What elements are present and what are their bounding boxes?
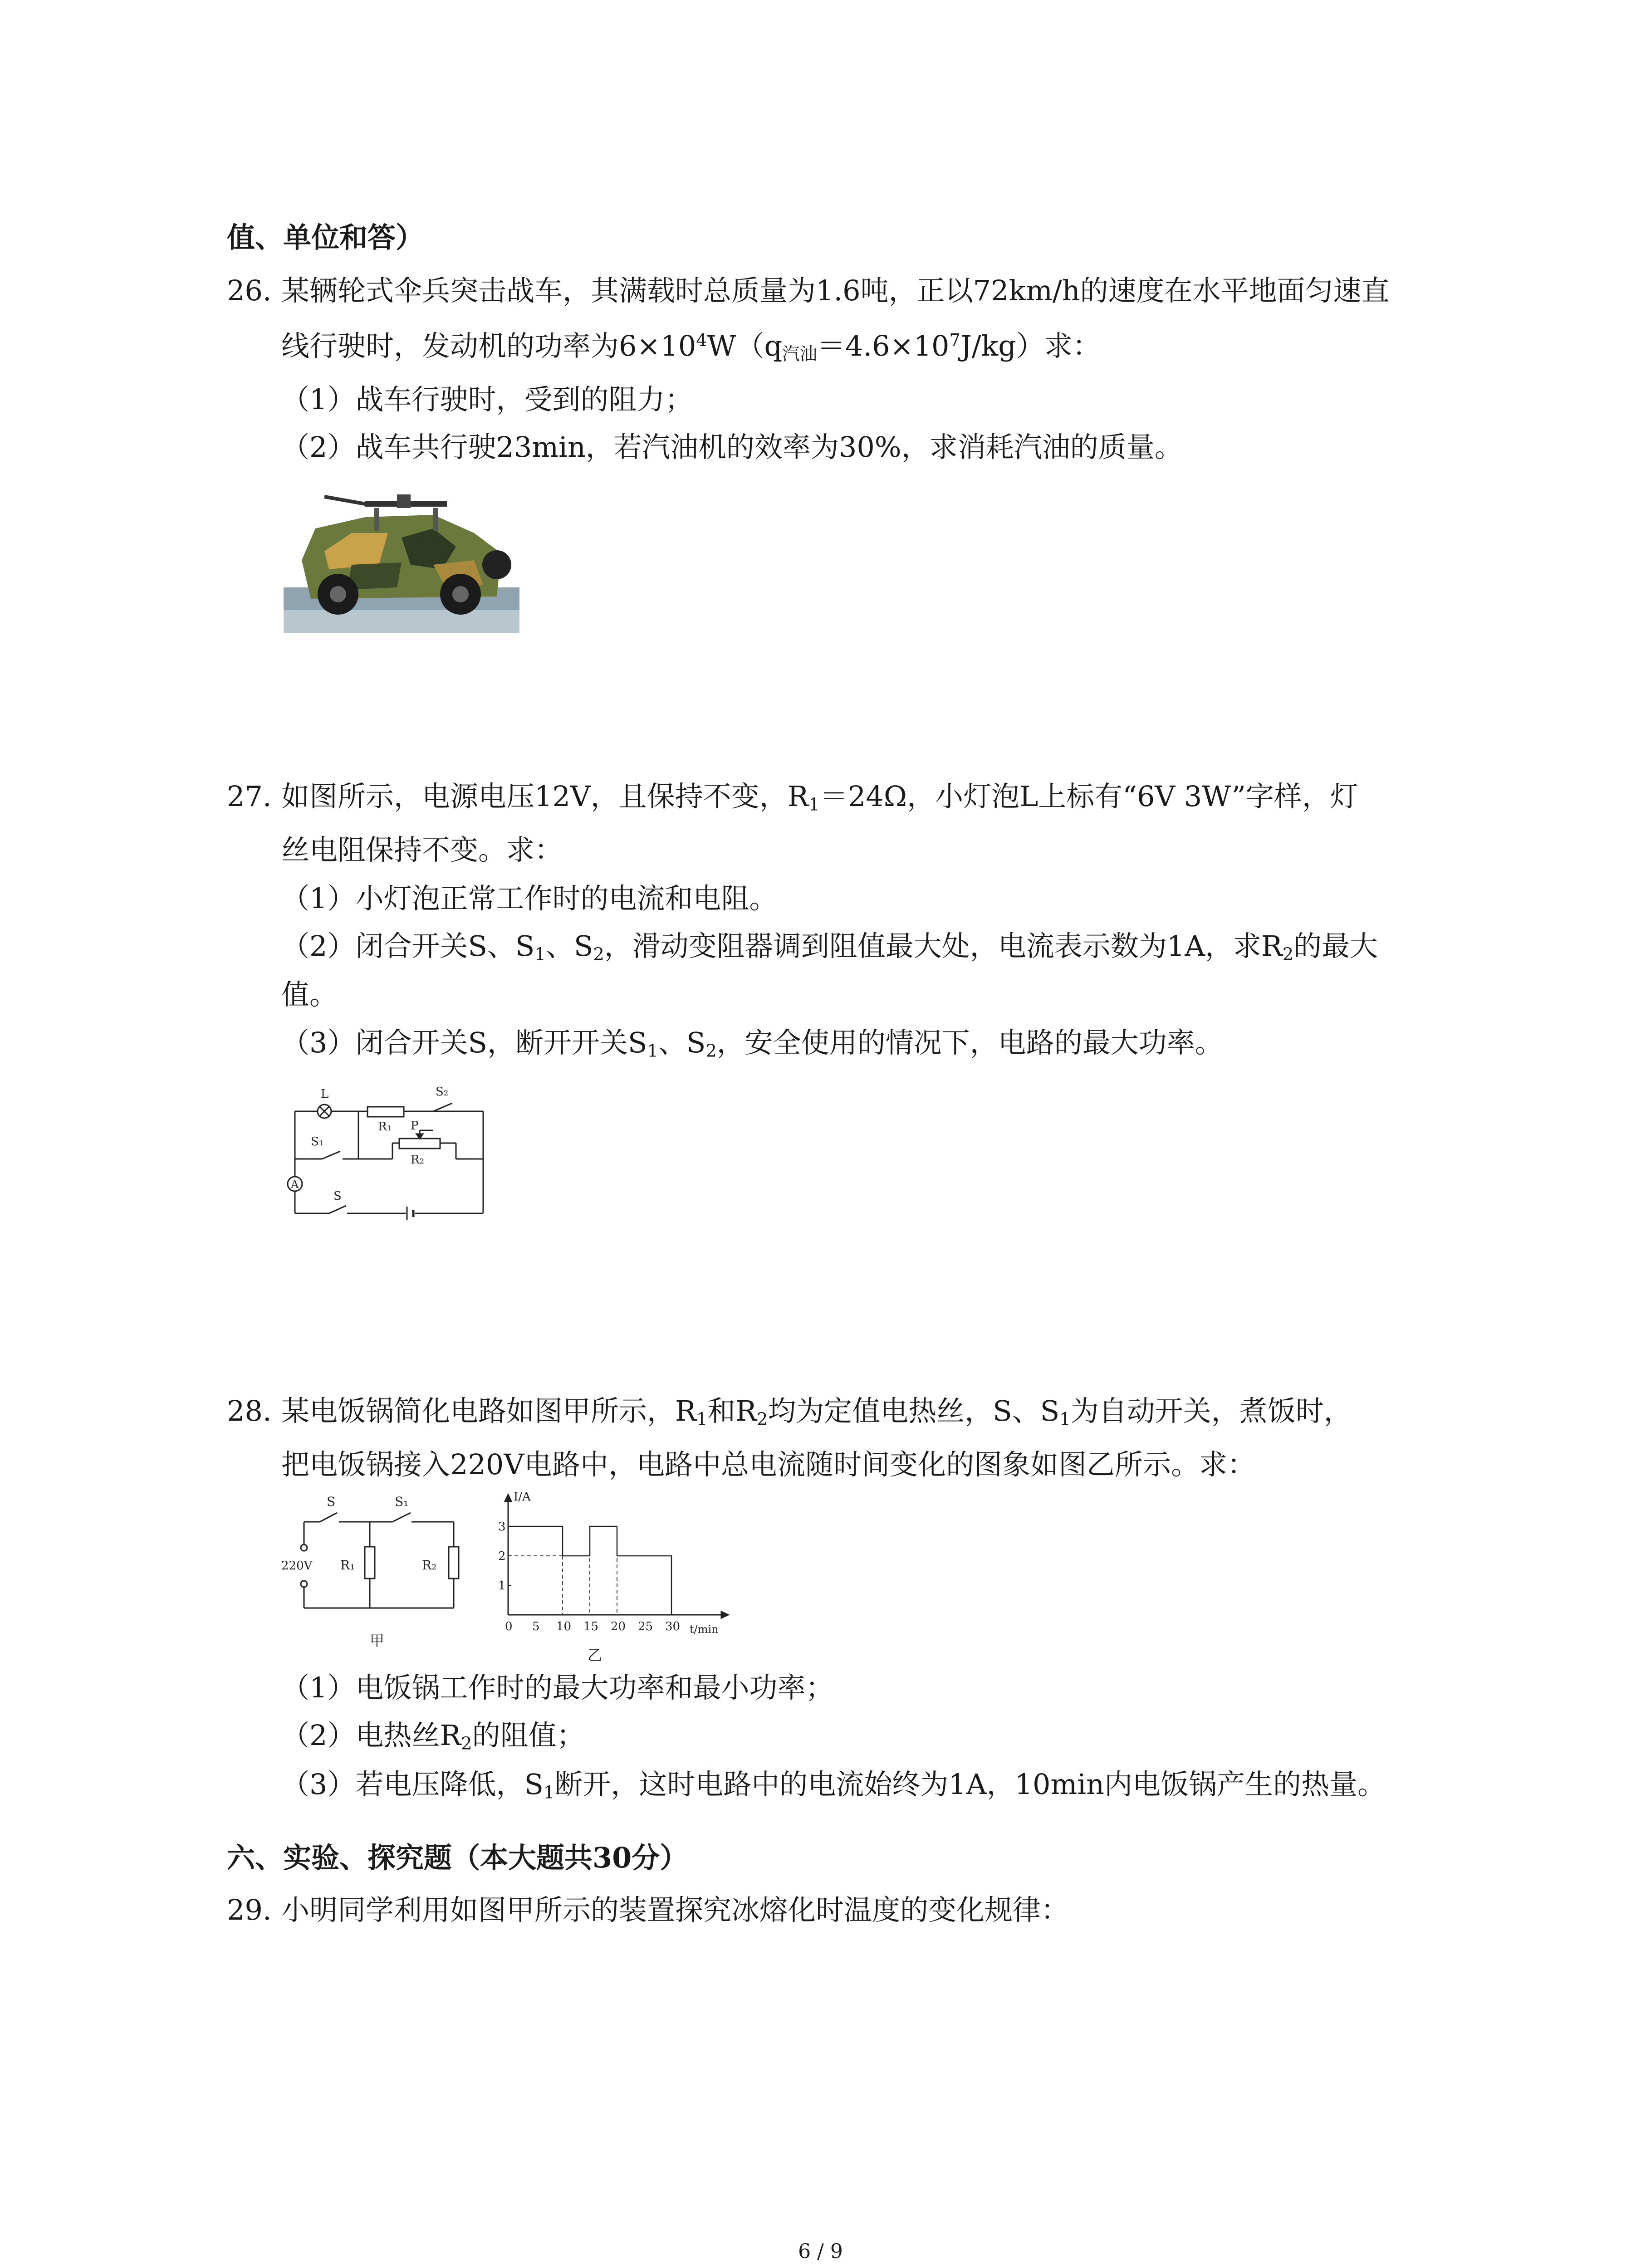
x-tick-label: 0 <box>505 1620 513 1633</box>
q26-line2-part-d: J/kg）求： <box>960 329 1101 362</box>
q27-line1-subscript: 1 <box>808 794 820 815</box>
q27-line2: 丝电阻保持不变。求： <box>281 833 563 866</box>
q26-part2: （2）战车共行驶23min，若汽油机的效率为30%，求消耗汽油的质量。 <box>281 430 1183 464</box>
q29-line1: 小明同学利用如图甲所示的装置探究冰熔化时温度的变化规律： <box>281 1893 1069 1926</box>
q28-line1 <box>281 1394 1352 1430</box>
q26-line1: 某辆轮式伞兵突击战车，其满载时总质量为1.6吨，正以72km/h的速度在水平地面匀速直 <box>281 274 1390 307</box>
current-series-line <box>508 1526 671 1615</box>
q27-part2-cont: 值。 <box>281 978 338 1011</box>
fig-yi-caption: 乙 <box>588 1647 603 1664</box>
q27-part3-a: （3）闭合开关S，断开开关S <box>281 1026 647 1059</box>
x-axis-label: t/min <box>690 1623 719 1636</box>
fig-jia-caption: 甲 <box>370 1632 385 1649</box>
x-tick-label: 10 <box>556 1620 572 1633</box>
y-tick-label: 1 <box>498 1579 506 1593</box>
slider-p-label: P <box>411 1119 419 1133</box>
q26-line2-part-b: W（q <box>707 329 783 362</box>
q26-number: 26. <box>227 274 272 307</box>
q28-part1: （1）电饭锅工作时的最大功率和最小功率； <box>281 1671 834 1704</box>
q29-number: 29. <box>227 1893 272 1926</box>
q27-line1-part-b: ＝24Ω，小灯泡L上标有“6V 3W”字样，灯 <box>819 780 1358 813</box>
q27-part3-c: ，安全使用的情况下，电路的最大功率。 <box>716 1026 1223 1059</box>
q27-part2-sub3: 2 <box>1282 944 1294 965</box>
q27-part2-c: ，滑动变阻器调到阻值最大处，电流表示数为1A，求R <box>604 929 1283 963</box>
armored-vehicle-image <box>284 474 519 633</box>
y-tick-label: 2 <box>498 1549 506 1563</box>
y-tick-label: 3 <box>498 1520 506 1534</box>
q26-part1: （1）战车行驶时，受到的阻力； <box>281 383 693 416</box>
q28-line1-d: 为自动开关，煮饭时， <box>1070 1394 1352 1427</box>
r1-heater-label: R₁ <box>340 1558 355 1573</box>
s1-label: S₁ <box>311 1135 324 1149</box>
q28-part3-b: 断开，这时电路中的电流始终为1A，10min内电饭锅产生的热量。 <box>554 1768 1386 1801</box>
q28-part2-b: 的阻值； <box>472 1719 585 1752</box>
q28-part2-a: （2）电热丝R <box>281 1719 461 1752</box>
q28-number: 28. <box>227 1394 272 1427</box>
q28-circuit-jia <box>279 1492 470 1660</box>
q27-part2-d: 的最大 <box>1293 929 1378 963</box>
q27-part3 <box>281 1026 1223 1061</box>
q26-line2-part-c: ＝4.6×10 <box>817 329 950 362</box>
q28-part2-sub: 2 <box>461 1733 472 1754</box>
s2-label: S₂ <box>436 1085 449 1099</box>
q26-line2 <box>281 329 1101 365</box>
voltage-label: 220V <box>281 1559 313 1573</box>
lamp-label: L <box>321 1087 329 1101</box>
q27-part2-a: （2）闭合开关S、S <box>281 929 535 963</box>
q28-line1-sub2: 2 <box>756 1409 768 1430</box>
r1-label: R₁ <box>378 1120 392 1134</box>
q27-circuit-diagram <box>279 1075 501 1225</box>
section-6-heading: 六、实验、探究题（本大题共30分） <box>227 1841 688 1874</box>
q26-line2-exponent-2: 7 <box>949 330 960 351</box>
q27-part3-sub1: 1 <box>647 1041 658 1061</box>
x-tick-label: 25 <box>638 1620 653 1633</box>
q28-line1-sub1: 1 <box>696 1409 708 1430</box>
q27-part2-sub1: 1 <box>534 944 546 965</box>
page-number: 6 / 9 <box>798 2240 843 2263</box>
s1-switch-label: S₁ <box>395 1494 409 1509</box>
r2-label: R₂ <box>411 1153 424 1167</box>
q27-number: 27. <box>227 780 272 813</box>
x-tick-label: 15 <box>583 1620 599 1633</box>
x-tick-label: 30 <box>665 1620 681 1633</box>
q28-line1-b: 和R <box>707 1394 757 1427</box>
s-label: S <box>333 1189 342 1203</box>
q28-line1-a: 某电饭锅简化电路如图甲所示，R <box>281 1394 696 1427</box>
x-tick-label: 20 <box>611 1620 626 1633</box>
q26-line2-subscript: 汽油 <box>782 344 818 365</box>
q27-part3-sub2: 2 <box>705 1041 717 1061</box>
q27-line1 <box>281 780 1358 815</box>
q28-line1-c: 均为定值电热丝，S、S <box>768 1394 1060 1427</box>
q28-part3-sub: 1 <box>543 1782 555 1803</box>
y-axis-label: I/A <box>514 1490 531 1504</box>
q27-part2 <box>281 929 1378 965</box>
q27-part2-sub2: 2 <box>593 944 604 965</box>
ammeter-label: A <box>291 1178 299 1191</box>
x-axis-arrow <box>721 1612 728 1618</box>
q27-line1-part-a: 如图所示，电源电压12V，且保持不变，R <box>281 780 809 813</box>
section-heading-continued: 值、单位和答） <box>227 221 424 254</box>
r2-heater-label: R₂ <box>422 1558 437 1573</box>
y-axis-arrow <box>505 1495 511 1501</box>
q28-line2: 把电饭锅接入220V电路中，电路中总电流随时间变化的图象如图乙所示。求： <box>281 1448 1256 1481</box>
q27-part1: （1）小灯泡正常工作时的电流和电阻。 <box>281 882 778 915</box>
q27-part3-b: 、S <box>658 1026 706 1059</box>
q28-line1-sub3: 1 <box>1059 1409 1071 1430</box>
x-tick-label: 5 <box>532 1620 540 1633</box>
s-switch-label: S <box>327 1494 336 1509</box>
q28-part3-a: （3）若电压降低，S <box>281 1768 544 1801</box>
q26-line2-exponent: 4 <box>696 330 707 351</box>
q28-part3 <box>281 1768 1386 1803</box>
q28-part2 <box>281 1719 585 1754</box>
q26-line2-part-a: 线行驶时，发动机的功率为6×10 <box>281 329 696 362</box>
q28-current-time-chart <box>490 1483 744 1674</box>
q27-part2-b: 、S <box>545 929 593 963</box>
